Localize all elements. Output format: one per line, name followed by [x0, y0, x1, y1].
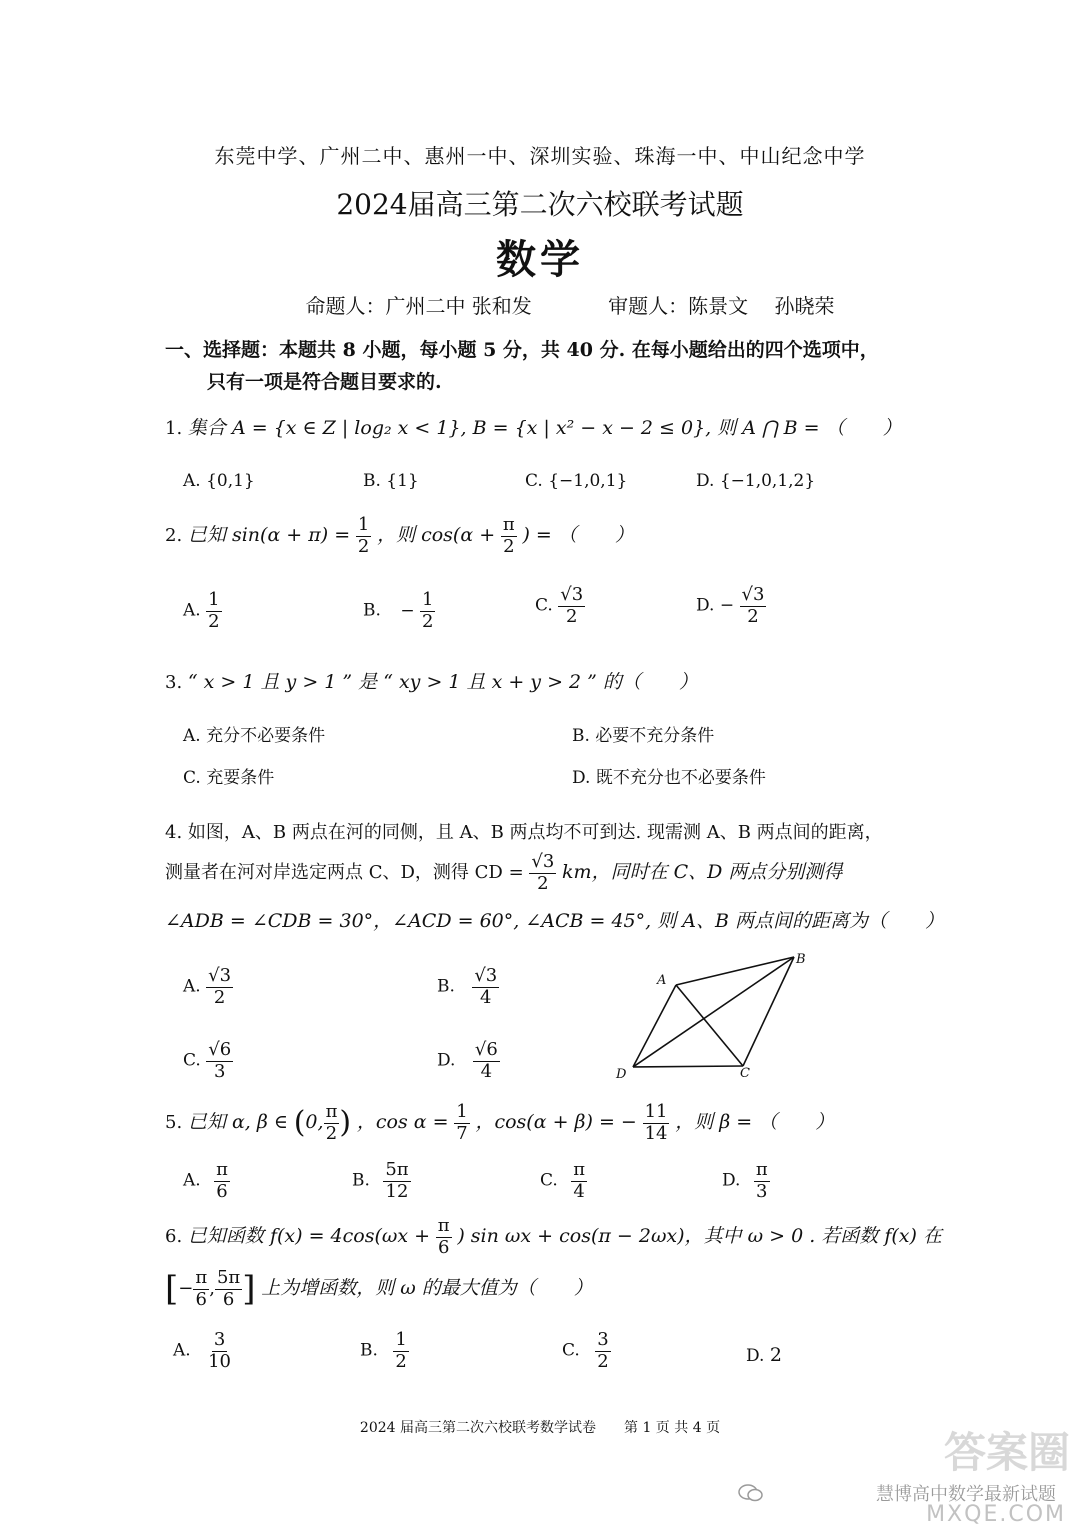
option-label: C. [562, 1340, 580, 1361]
option-a: A. 充分不必要条件 [183, 726, 326, 746]
denominator: 14 [644, 1122, 668, 1144]
option-a [183, 966, 233, 1008]
option-label: A. [173, 1340, 191, 1361]
question-text: 已知函数 f(x) = 4cos(ωx + [187, 1225, 431, 1248]
denominator: 2 [537, 872, 549, 894]
fraction [356, 515, 371, 557]
interval-left: 0, [305, 1111, 324, 1134]
fraction [558, 585, 585, 627]
watermark-account: 慧博高中数学最新试题 [876, 1484, 1056, 1505]
question-text: ，则 β = （ ） [675, 1111, 835, 1134]
edge-ab [676, 957, 794, 985]
question-text: 如图，A、B 两点在河的同侧，且 A、B 两点均不可到达. 现需测 A、B 两点间的距离， [187, 822, 883, 843]
numerator: √3 [560, 584, 584, 605]
question-number: 6. [165, 1226, 183, 1248]
option-label: A. [183, 1170, 201, 1191]
option-label: B. [437, 976, 455, 997]
option-label: B. [352, 1170, 370, 1191]
numerator: √6 [474, 1039, 498, 1060]
numerator: 1 [456, 1101, 468, 1122]
question-4-line-1 [165, 820, 883, 846]
question-text: 上为增函数，则 ω 的最大值为（ ） [261, 1277, 593, 1300]
denominator: 7 [456, 1122, 468, 1144]
numerator: 5π [385, 1159, 409, 1180]
fraction [206, 966, 233, 1008]
option-a [183, 590, 222, 632]
denominator: 2 [597, 1350, 609, 1372]
fraction [193, 1268, 209, 1310]
interval-sign: − [178, 1278, 194, 1300]
denominator: 2 [503, 535, 515, 557]
bracket-open: [ [165, 1269, 179, 1310]
question-text: ) sin ωx + cos(π − 2ωx)，其中 ω > 0 . 若函数 f(x) 在 [457, 1225, 942, 1248]
option-label: D. [722, 1170, 741, 1191]
fraction [436, 1216, 452, 1258]
denominator: 6 [437, 1236, 450, 1258]
question-number: 2. [165, 525, 183, 547]
option-label: B. [363, 600, 381, 621]
question-3 [165, 669, 698, 696]
fraction [643, 1102, 670, 1144]
option-c [540, 1160, 587, 1202]
edge-bc [743, 957, 794, 1066]
label-d: D [616, 1067, 627, 1082]
question-text: 测量者在河对岸选定两点 C、D，测得 CD = [165, 862, 524, 884]
option-a [183, 1160, 230, 1202]
numerator: 3 [597, 1329, 609, 1350]
fraction [420, 590, 435, 632]
label-c: C [740, 1066, 750, 1081]
numerator: 1 [208, 589, 220, 610]
question-number: 5. [165, 1112, 183, 1134]
question-text: km，同时在 C、D 两点分别测得 [562, 861, 843, 884]
interval: ( [293, 1105, 306, 1141]
exam-title: 2024届高三第二次六校联考试题 [336, 188, 744, 221]
fraction [393, 1330, 408, 1372]
fraction [454, 1102, 469, 1144]
fraction [383, 1160, 410, 1202]
numerator: 1 [357, 514, 370, 535]
question-number: 4. [165, 822, 183, 843]
fraction [206, 1330, 233, 1372]
numerator: π [573, 1159, 586, 1180]
option-b: B. 必要不充分条件 [572, 726, 715, 746]
option-b [437, 966, 499, 1008]
interval-close: ) [339, 1105, 352, 1141]
schools-line: 东莞中学、广州二中、惠州一中、深圳实验、珠海一中、中山纪念中学 [214, 144, 866, 168]
option-b [360, 1330, 409, 1372]
denominator: 2 [357, 535, 370, 557]
question-number: 1. [165, 418, 183, 439]
question-6-line-1 [165, 1216, 942, 1258]
option-a [173, 1330, 233, 1372]
denominator: 2 [325, 1122, 338, 1144]
numerator: √3 [741, 584, 765, 605]
option-c [535, 585, 585, 627]
watermark-site: MXQE.COM [926, 1502, 1066, 1527]
option-c: C. {−1,0,1} [525, 471, 628, 491]
denominator: 4 [573, 1180, 585, 1202]
fraction [215, 1268, 242, 1310]
question-5 [165, 1102, 834, 1144]
denominator: 4 [480, 1060, 493, 1082]
fraction [501, 515, 517, 557]
section-line-1: 一、选择题：本题共 8 小题，每小题 5 分，共 40 分. 在每小题给出的四个选项中， [165, 339, 879, 361]
question-prefix: 已知 sin(α + π) = [187, 524, 351, 547]
label-b: B [796, 952, 806, 967]
page-footer: 2024 届高三第二次六校联考数学试卷 第 1 页 共 4 页 [359, 1420, 721, 1436]
question-number: 3. [165, 672, 183, 693]
question-1 [165, 415, 902, 442]
numerator: π [437, 1215, 450, 1236]
fraction [472, 966, 499, 1008]
question-4-line-2 [165, 852, 842, 894]
numerator: π [325, 1101, 338, 1122]
numerator: π [502, 514, 515, 535]
numerator: 1 [395, 1329, 407, 1350]
numerator: π [195, 1267, 208, 1288]
fraction [324, 1102, 340, 1144]
numerator: 11 [644, 1101, 668, 1122]
label-a: A [657, 973, 667, 988]
option-b [352, 1160, 411, 1202]
option-d [696, 585, 766, 627]
fraction [473, 1040, 500, 1082]
section-line-2: 只有一项是符合题目要求的. [207, 371, 442, 393]
subject-title: 数学 [496, 236, 584, 283]
numerator: π [216, 1159, 228, 1180]
option-label: C. [540, 1170, 558, 1191]
question-2 [165, 515, 634, 557]
wechat-icon [738, 1483, 764, 1503]
edge-cd [633, 1066, 743, 1067]
option-b: B. {1} [363, 471, 419, 491]
option-label: D. [746, 1346, 765, 1366]
option-label: D. [437, 1050, 456, 1071]
question-text: 集合 A = {x ∈ Z | log₂ x < 1}, B = {x | x² − x − 2 ≤ 0}, 则 A ⋂ B = （ ） [187, 417, 902, 439]
question-mid: ，则 cos(α + [377, 524, 496, 547]
denominator: 3 [213, 1060, 226, 1082]
fraction [206, 1040, 233, 1082]
denominator: 2 [208, 610, 220, 632]
question-text: “ x > 1 且 y > 1 ” 是 “ xy > 1 且 x + y > 2 ” 的（ ） [187, 671, 698, 693]
fraction [529, 852, 556, 894]
authors-line [0, 290, 1080, 319]
denominator: 2 [421, 610, 434, 632]
numerator: π [755, 1159, 768, 1180]
option-label: A. [183, 976, 201, 997]
denominator: 6 [216, 1180, 228, 1202]
option-c: C. 充要条件 [183, 768, 275, 788]
question-6-line-2: [− $\frac{\pi}{6}$ , $\frac{5\pi}{6}$ ] 上为增函数，则 ω 的最大值为（ ） [165, 1267, 593, 1310]
numerator: 5π [216, 1267, 241, 1288]
fraction [214, 1160, 230, 1202]
option-d: D. {−1,0,1,2} [696, 471, 816, 491]
numerator: √3 [474, 965, 498, 986]
denominator: 2 [395, 1350, 407, 1372]
option-label: C. [183, 1050, 201, 1071]
option-sign: − [400, 600, 415, 621]
option-d [722, 1160, 770, 1202]
option-label: D. [696, 595, 715, 616]
section-heading [165, 334, 935, 398]
denominator: 6 [195, 1288, 207, 1310]
option-label: C. [535, 595, 553, 616]
diagonal-ac [676, 985, 743, 1066]
denominator: 2 [565, 605, 578, 627]
numerator: 3 [213, 1329, 226, 1350]
option-value: 2 [769, 1344, 782, 1366]
option-label: B. [360, 1340, 378, 1361]
option-d [746, 1344, 782, 1366]
option-c [562, 1330, 611, 1372]
reviewer: 审题人：陈景文 孙晓荣 [608, 294, 835, 318]
numerator: 1 [421, 589, 434, 610]
option-a: A. {0,1} [183, 471, 255, 491]
question-suffix: ) = （ ） [522, 524, 634, 547]
numerator: √6 [208, 1039, 232, 1060]
edge-da [633, 985, 676, 1067]
numerator: √3 [208, 965, 232, 986]
fraction [571, 1160, 587, 1202]
denominator: 4 [480, 986, 492, 1008]
watermark-logo: 答案圈 [943, 1428, 1070, 1477]
denominator: 10 [208, 1350, 231, 1372]
question-4-line-3 [165, 908, 944, 935]
fraction [595, 1330, 610, 1372]
fraction [754, 1160, 770, 1202]
denominator: 12 [385, 1180, 409, 1202]
denominator: 2 [213, 986, 226, 1008]
option-sign: − [719, 595, 735, 616]
bracket-close: ] [242, 1269, 256, 1310]
denominator: 3 [756, 1180, 768, 1202]
option-label: A. [183, 600, 201, 621]
question-text: ，cos α = [356, 1111, 449, 1134]
numerator: √3 [531, 851, 555, 872]
denominator: 6 [222, 1288, 235, 1310]
question-text: 已知 α, β ∈ [187, 1111, 288, 1134]
fraction [740, 585, 767, 627]
option-b [363, 590, 435, 632]
denominator: 2 [747, 605, 759, 627]
author: 命题人：广州二中 张和发 [305, 294, 532, 318]
quadrilateral-figure [600, 945, 830, 1085]
fraction [206, 590, 221, 632]
option-d: D. 既不充分也不必要条件 [572, 768, 766, 788]
question-text: ∠ADB = ∠CDB = 30°，∠ACD = 60°, ∠ACB = 45°, 则 A、B 两点间的距离为（ ） [165, 910, 944, 932]
option-d [437, 1040, 500, 1082]
option-c [183, 1040, 233, 1082]
question-text: ，cos(α + β) = − [475, 1111, 637, 1134]
